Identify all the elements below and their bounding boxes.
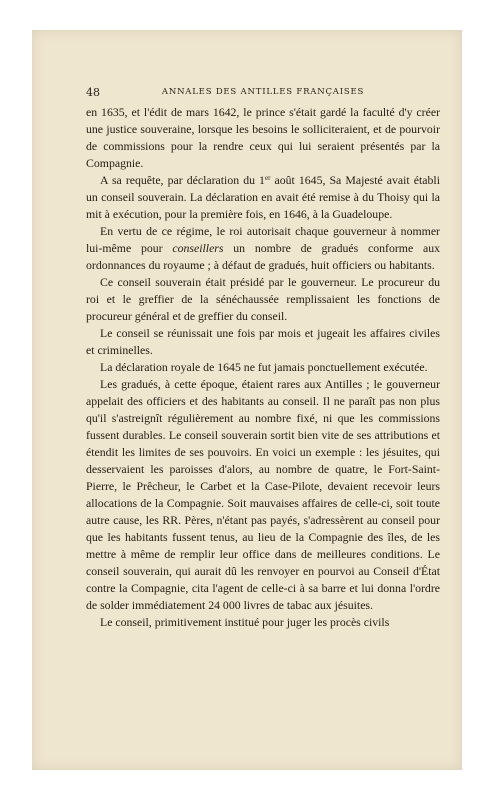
paragraph-2-part-2: août 1645, Sa Majesté avait établi un conseil souverain. La déclaration en avait été remise à du Thoisy qui la mit à exécution, pour la première fois, en 1646, à la Guadeloupe. (86, 173, 440, 221)
paragraph-1: en 1635, et l'édit de mars 1642, le prince s'était gardé la faculté d'y créer une justice souveraine, lorsque les besoins le solliciteraient, et de pourvoir de commissions pour la rendre ceux qui lui seraient présentés par la Compagnie. (86, 105, 440, 170)
body-text (86, 104, 440, 631)
paragraph-4: Ce conseil souverain était présidé par le gouverneur. Le procureur du roi et le greffier de la sénéchaussée remplissaient les fonctions de procureur général et de greffier du conseil. (86, 275, 440, 323)
paragraph-3 (86, 223, 440, 274)
running-title: ANNALES DES ANTILLES FRANÇAISES (161, 87, 365, 97)
paragraph-7: Les gradués, à cette époque, étaient rares aux Antilles ; le gouverneur appelait des officiers et des habitants au conseil. Il ne paraît pas non plus qu'il s'astreignît régulièrement au nombre fixé, ni que les commissions fussent durables. Le conseil souverain sortit bien vite de ses attributions et étendit les limites de ses pouvoirs. En voici un exemple : les jésuites, qui desservaient les paroisses d'alors, au nombre de quatre, le Fort-Saint-Pierre, le Prêcheur, le Carbet et la Case-Pilote, devaient recevoir leurs allocations de la Compagnie. Soit mauvaises affaires de celle-ci, soit toute autre cause, les RR. Pères, n'étant pas payés, s'adressèrent au conseil pour que les habitants fussent tenus, au lieu de la Compagnie des îles, de les mettre à même de remplir leur office dans de meilleures conditions. Le conseil souverain, qui aurait dû les renvoyer en pourvoi au Conseil d'État contre la Compagnie, cita l'agent de celle-ci à sa barre et lui donna l'ordre de solder immédiatement 24 000 livres de tabac aux jésuites. (86, 377, 440, 612)
page-number: 48 (86, 86, 100, 99)
paragraph-8: Le conseil, primitivement institué pour juger les procès civils (100, 615, 390, 629)
ordinal-superscript: er (264, 174, 271, 182)
paragraph-3-part-2: un nombre de gradués conforme aux ordonnances du royaume ; à défaut de gradués, huit officiers ou habitants. (86, 241, 440, 272)
paragraph-2-part-1: A sa requête, par déclaration du 1 (100, 173, 265, 187)
italic-term-conseillers: conseillers (172, 241, 224, 255)
paragraph-6: La déclaration royale de 1645 ne fut jamais ponctuellement exécutée. (100, 360, 428, 374)
paragraph-2 (86, 172, 440, 223)
paragraph-3-part-1: En vertu de ce régime, le roi autorisait chaque gouverneur à nommer lui-même pour (86, 224, 440, 255)
page-header (86, 86, 440, 102)
paragraph-5: Le conseil se réunissait une fois par mois et jugeait les affaires civiles et criminelles. (86, 326, 440, 357)
